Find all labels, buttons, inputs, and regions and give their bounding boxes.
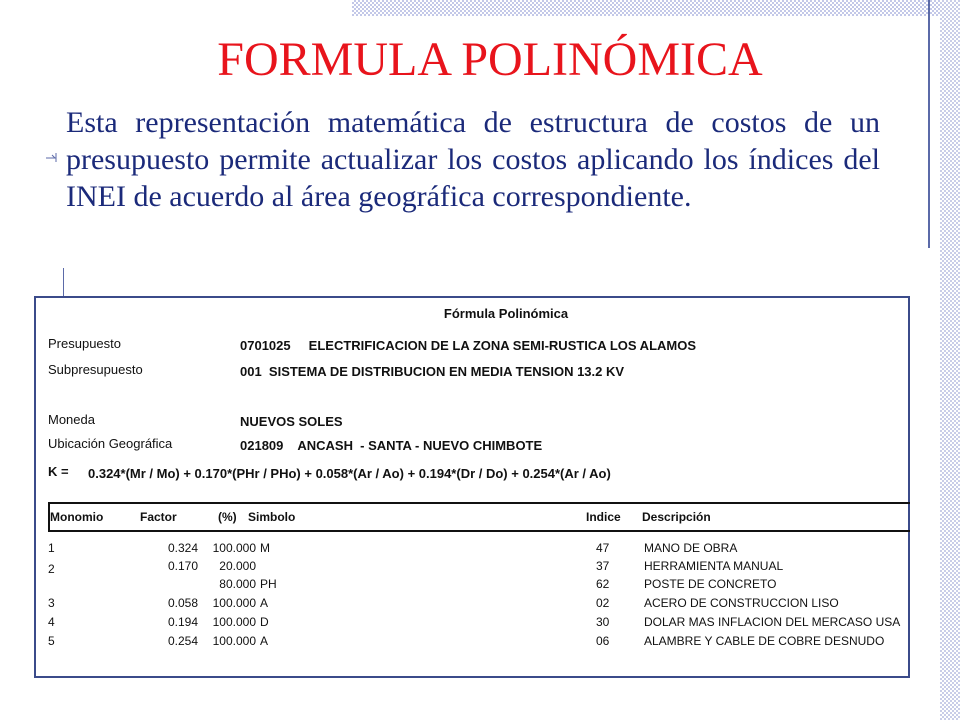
table-row xyxy=(48,596,910,615)
cell-descripcion: DOLAR MAS INFLACION DEL MERCASO USA xyxy=(644,615,901,629)
cell-simbolo: PH xyxy=(260,577,277,591)
slide-title: FORMULA POLINÓMICA xyxy=(217,33,763,86)
column-descripcion: Descripción xyxy=(642,510,711,524)
cell-monomio: 1 xyxy=(48,541,55,555)
field-value-subpresupuesto: 001 SISTEMA DE DISTRIBUCION EN MEDIA TENSION 13.2 KV xyxy=(240,364,625,379)
cell-simbolo: A xyxy=(260,634,269,648)
cell-indice: 02 xyxy=(596,596,610,610)
cell-indice: 62 xyxy=(596,577,610,591)
column-pct: (%) xyxy=(218,510,237,524)
cell-indice: 30 xyxy=(596,615,610,629)
cell-factor: 0.058 xyxy=(167,596,198,610)
cell-descripcion: ALAMBRE Y CABLE DE COBRE DESNUDO xyxy=(644,634,885,648)
cell-pct: 100.000 xyxy=(212,541,256,555)
decorative-checker-band-right xyxy=(940,0,960,720)
cell-monomio: 4 xyxy=(48,615,55,629)
table-row xyxy=(48,541,910,560)
cell-pct: 20.000 xyxy=(219,559,256,573)
column-indice: Indice xyxy=(586,510,621,524)
field-label-presupuesto: Presupuesto xyxy=(48,336,121,351)
cell-simbolo: A xyxy=(260,596,269,610)
decorative-checker-band-top xyxy=(352,0,960,16)
field-label-moneda: Moneda xyxy=(48,412,95,427)
slide-paragraph: Esta representación matemática de estructura de costos de un presupuesto permite actualizar los costos aplicando los índices del INEI de acuerdo al área geográfica correspondiente. xyxy=(66,106,880,213)
cell-pct: 100.000 xyxy=(212,615,256,629)
field-label-ubicacion: Ubicación Geográfica xyxy=(48,436,173,451)
cell-descripcion: HERRAMIENTA MANUAL xyxy=(644,559,784,573)
formula-sheet-title: Fórmula Polinómica xyxy=(443,306,569,321)
cell-pct: 80.000 xyxy=(219,577,256,591)
cell-factor: 0.194 xyxy=(167,615,198,629)
formula-sheet xyxy=(34,296,910,678)
table-row xyxy=(48,615,910,634)
column-simbolo: Simbolo xyxy=(248,510,296,524)
table-row xyxy=(48,634,910,653)
cell-descripcion: POSTE DE CONCRETO xyxy=(644,577,777,591)
cell-pct: 100.000 xyxy=(212,634,256,648)
column-factor: Factor xyxy=(140,510,177,524)
cell-monomio: 2 xyxy=(48,562,55,576)
decorative-line-left xyxy=(63,268,64,298)
k-expression: 0.324*(Mr / Mo) + 0.170*(PHr / PHo) + 0.058*(Ar / Ao) + 0.194*(Dr / Do) + 0.254*(Ar / Ao) xyxy=(88,466,611,481)
table-row xyxy=(48,577,910,596)
table-header xyxy=(48,502,910,532)
cell-factor: 0.170 xyxy=(167,559,198,573)
cell-indice: 47 xyxy=(596,541,610,555)
cell-simbolo: D xyxy=(260,615,269,629)
field-value-presupuesto: 0701025 ELECTRIFICACION DE LA ZONA SEMI-RUSTICA LOS ALAMOS xyxy=(240,338,697,353)
column-monomio: Monomio xyxy=(50,510,104,524)
cell-simbolo: M xyxy=(260,541,270,555)
cell-pct: 100.000 xyxy=(212,596,256,610)
k-label: K = xyxy=(48,464,69,479)
cell-factor: 0.254 xyxy=(167,634,198,648)
cell-monomio: 3 xyxy=(48,596,55,610)
field-value-ubicacion: 021809 ANCASH - SANTA - NUEVO CHIMBOTE xyxy=(240,438,543,453)
cell-factor: 0.324 xyxy=(167,541,198,555)
cell-descripcion: ACERO DE CONSTRUCCION LISO xyxy=(644,596,839,610)
table-row xyxy=(48,559,910,578)
cell-monomio: 5 xyxy=(48,634,55,648)
field-value-moneda: NUEVOS SOLES xyxy=(240,414,343,429)
field-label-subpresupuesto: Subpresupuesto xyxy=(48,362,143,377)
cell-indice: 06 xyxy=(596,634,610,648)
bullet-icon xyxy=(44,150,58,164)
cell-descripcion: MANO DE OBRA xyxy=(644,541,738,555)
cell-indice: 37 xyxy=(596,559,610,573)
